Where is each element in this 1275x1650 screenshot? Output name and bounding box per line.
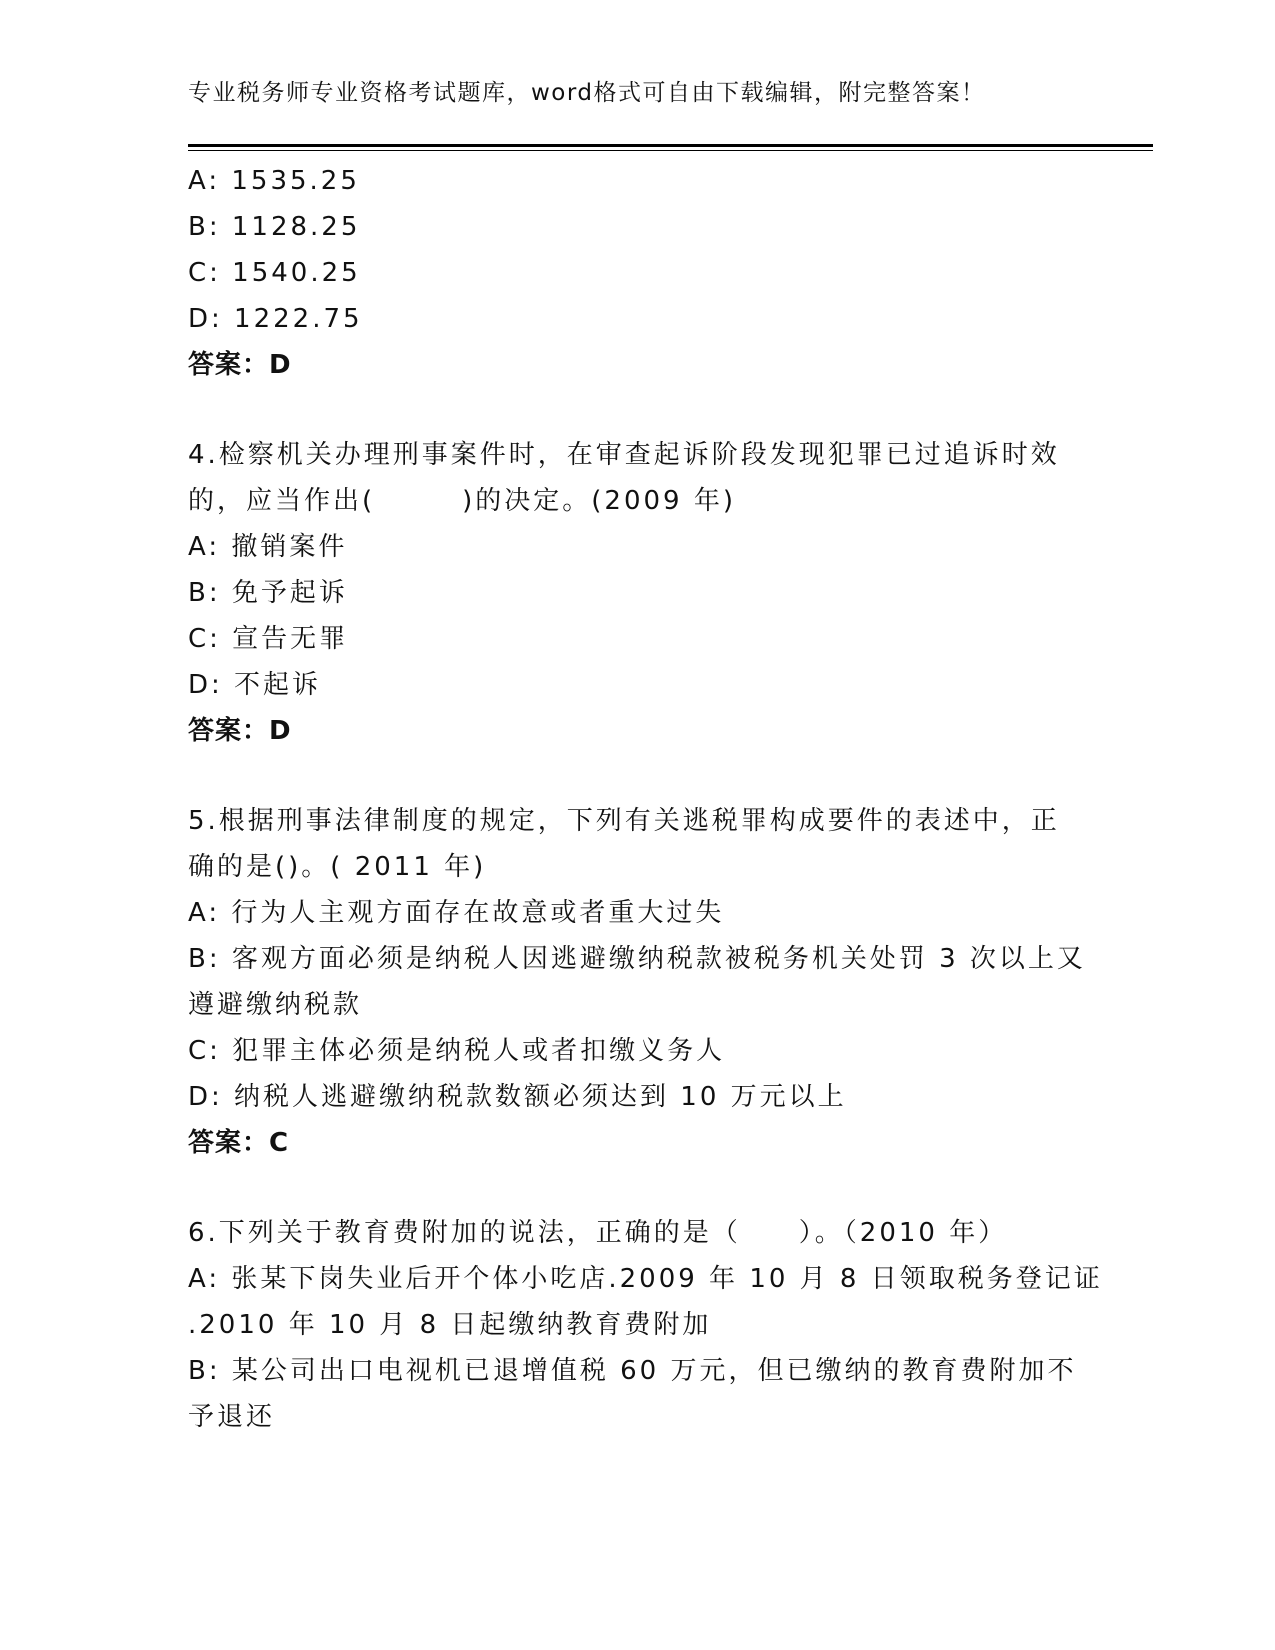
answer: 答案：D [188,716,292,746]
option-b: B: 1128.25 [188,212,361,242]
option-a: A: 行为人主观方面存在故意或者重大过失 [188,898,725,928]
option-b: B: 免予起诉 [188,578,348,608]
spacer [188,1166,1088,1210]
option-a-continued: .2010 年 10 月 8 日起缴纳教育费附加 [188,1310,712,1340]
option-b-continued: 予退还 [188,1402,276,1432]
question-5 [188,798,1088,1166]
question-6 [188,1210,1103,1440]
spacer [188,388,1088,432]
option-c: C: 犯罪主体必须是纳税人或者扣缴义务人 [188,1036,726,1066]
option-b-continued: 遵避缴纳税款 [188,990,363,1020]
option-c: C: 1540.25 [188,258,361,288]
option-d: D: 1222.75 [188,304,363,334]
page-header: 专业税务师专业资格考试题库，word格式可自由下载编辑，附完整答案！ [188,80,986,106]
question-text-line: 4.检察机关办理刑事案件时，在审查起诉阶段发现犯罪已过追诉时效 [188,440,1060,470]
option-d: D: 不起诉 [188,670,322,700]
option-a: A: 张某下岗失业后开个体小吃店.2009 年 10 月 8 日领取税务登记证 [188,1264,1103,1294]
question-4 [188,432,1088,754]
question-text-line: 6.下列关于教育费附加的说法，正确的是（ ）。（2010 年） [188,1218,1008,1248]
answer: 答案：C [188,1128,290,1158]
option-a: A: 1535.25 [188,166,360,196]
question-text-line: 5.根据刑事法律制度的规定，下列有关逃税罪构成要件的表述中，正 [188,806,1060,836]
question-text-line: 的，应当作出( )的决定。(2009 年) [188,486,737,516]
answer: 答案：D [188,350,292,380]
question-content [188,158,1103,1440]
option-b: B: 客观方面必须是纳税人因逃避缴纳税款被税务机关处罚 3 次以上又 [188,944,1086,974]
header-rule-thick [188,144,1153,147]
spacer [188,754,1088,798]
option-d: D: 纳税人逃避缴纳税款数额必须达到 10 万元以上 [188,1082,847,1112]
option-b: B: 某公司出口电视机已退增值税 60 万元，但已缴纳的教育费附加不 [188,1356,1077,1386]
option-c: C: 宣告无罪 [188,624,349,654]
question-3 [188,158,1088,388]
header-rule-thin [188,150,1153,151]
question-text-line: 确的是()。( 2011 年) [188,852,487,882]
option-a: A: 撤销案件 [188,532,348,562]
